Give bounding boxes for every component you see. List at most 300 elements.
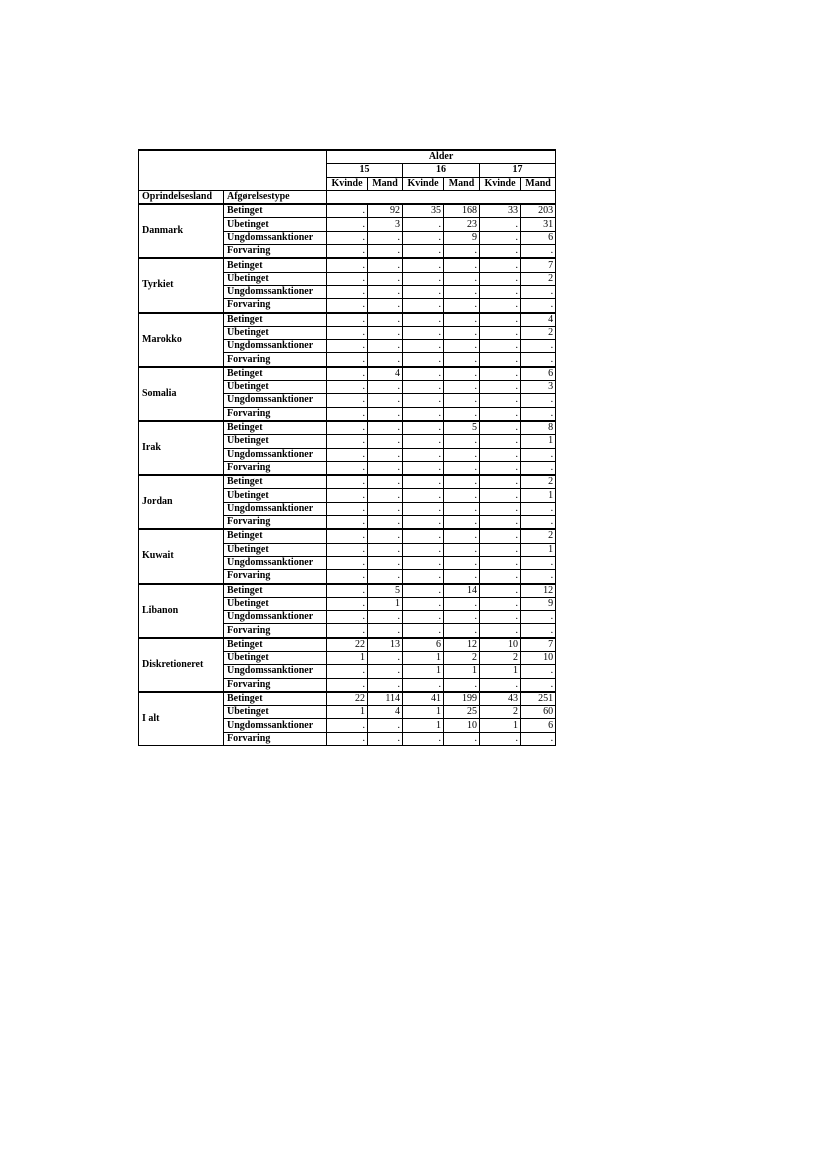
decision-type-cell: Forvaring	[224, 570, 327, 584]
value-cell: .	[521, 461, 556, 475]
value-cell: .	[480, 285, 521, 298]
value-cell: 6	[403, 638, 444, 652]
value-cell: 5	[368, 584, 403, 598]
value-cell: .	[480, 340, 521, 353]
value-cell: .	[403, 340, 444, 353]
value-cell: .	[368, 502, 403, 515]
value-cell: .	[444, 435, 480, 448]
value-cell: 1	[327, 651, 368, 664]
value-cell: .	[403, 353, 444, 367]
value-cell: .	[403, 421, 444, 435]
decision-type-cell: Ungdomssanktioner	[224, 340, 327, 353]
decision-type-cell: Betinget	[224, 529, 327, 543]
value-cell: 3	[521, 381, 556, 394]
value-cell: .	[480, 461, 521, 475]
country-cell: Kuwait	[139, 529, 224, 583]
value-cell: .	[368, 381, 403, 394]
value-cell: .	[480, 313, 521, 327]
decision-type-cell: Forvaring	[224, 516, 327, 530]
value-cell: .	[480, 732, 521, 745]
value-cell: .	[327, 245, 368, 259]
decision-type-cell: Forvaring	[224, 732, 327, 745]
decision-type-cell: Ungdomssanktioner	[224, 556, 327, 569]
value-cell: .	[403, 218, 444, 231]
value-cell: .	[368, 394, 403, 407]
value-cell: .	[444, 624, 480, 638]
header-filler-cell	[327, 190, 556, 204]
value-cell: .	[327, 611, 368, 624]
value-cell: 1	[521, 543, 556, 556]
value-cell: .	[368, 258, 403, 272]
value-cell: .	[480, 584, 521, 598]
value-cell: 2	[480, 651, 521, 664]
value-cell: 35	[403, 204, 444, 218]
value-cell: .	[327, 448, 368, 461]
value-cell: 13	[368, 638, 403, 652]
value-cell: .	[368, 231, 403, 244]
table-row	[139, 313, 556, 327]
value-cell: 12	[521, 584, 556, 598]
table-body	[139, 204, 556, 745]
value-cell: .	[403, 285, 444, 298]
value-cell: .	[480, 529, 521, 543]
value-cell: .	[327, 353, 368, 367]
value-cell: .	[444, 381, 480, 394]
decision-type-cell: Ubetinget	[224, 381, 327, 394]
type-column-header: Afgørelsestype	[224, 190, 327, 204]
decision-type-cell: Betinget	[224, 313, 327, 327]
value-cell: .	[480, 367, 521, 381]
value-cell: .	[521, 732, 556, 745]
value-cell: .	[368, 245, 403, 259]
value-cell: 1	[403, 706, 444, 719]
decision-type-cell: Betinget	[224, 258, 327, 272]
value-cell: 1	[403, 719, 444, 732]
value-cell: .	[368, 665, 403, 678]
country-cell: Libanon	[139, 584, 224, 638]
value-cell: .	[368, 651, 403, 664]
value-cell: .	[327, 299, 368, 313]
value-cell: 9	[521, 597, 556, 610]
value-cell: 25	[444, 706, 480, 719]
value-cell: .	[480, 421, 521, 435]
value-cell: 1	[368, 597, 403, 610]
value-cell: 2	[480, 706, 521, 719]
decision-type-cell: Betinget	[224, 475, 327, 489]
value-cell: .	[480, 407, 521, 421]
value-cell: .	[444, 556, 480, 569]
value-cell: 10	[444, 719, 480, 732]
value-cell: .	[444, 516, 480, 530]
value-cell: 6	[521, 719, 556, 732]
value-cell: .	[444, 353, 480, 367]
value-cell: .	[327, 461, 368, 475]
value-cell: .	[327, 218, 368, 231]
value-cell: .	[444, 475, 480, 489]
value-cell: .	[521, 570, 556, 584]
value-cell: .	[327, 570, 368, 584]
value-cell: .	[444, 597, 480, 610]
table-row	[139, 421, 556, 435]
value-cell: .	[444, 326, 480, 339]
value-cell: .	[521, 448, 556, 461]
value-cell: .	[521, 624, 556, 638]
value-cell: .	[403, 475, 444, 489]
value-cell: 60	[521, 706, 556, 719]
value-cell: .	[327, 678, 368, 692]
decision-type-cell: Ubetinget	[224, 597, 327, 610]
value-cell: .	[368, 353, 403, 367]
value-cell: .	[327, 556, 368, 569]
value-cell: .	[327, 597, 368, 610]
decision-type-cell: Ubetinget	[224, 435, 327, 448]
sex-header: Kvinde	[327, 177, 368, 190]
decision-type-cell: Ubetinget	[224, 706, 327, 719]
value-cell: .	[368, 678, 403, 692]
value-cell: .	[444, 543, 480, 556]
table-row	[139, 692, 556, 706]
value-cell: .	[327, 407, 368, 421]
value-cell: .	[480, 218, 521, 231]
decision-type-cell: Forvaring	[224, 245, 327, 259]
value-cell: 7	[521, 638, 556, 652]
value-cell: .	[444, 272, 480, 285]
value-cell: .	[403, 394, 444, 407]
decision-type-cell: Forvaring	[224, 407, 327, 421]
value-cell: .	[327, 502, 368, 515]
value-cell: .	[444, 529, 480, 543]
sex-header: Mand	[444, 177, 480, 190]
value-cell: .	[403, 231, 444, 244]
value-cell: 33	[480, 204, 521, 218]
value-cell: .	[368, 285, 403, 298]
country-column-header: Oprindelsesland	[139, 190, 224, 204]
value-cell: .	[444, 340, 480, 353]
value-cell: 1	[403, 651, 444, 664]
value-cell: 8	[521, 421, 556, 435]
value-cell: 203	[521, 204, 556, 218]
value-cell: .	[327, 435, 368, 448]
value-cell: 2	[521, 272, 556, 285]
value-cell: .	[403, 543, 444, 556]
value-cell: .	[444, 461, 480, 475]
value-cell: .	[327, 489, 368, 502]
age-header-15: 15	[327, 164, 403, 177]
value-cell: .	[368, 340, 403, 353]
value-cell: .	[444, 299, 480, 313]
value-cell: .	[368, 461, 403, 475]
value-cell: .	[480, 326, 521, 339]
value-cell: 2	[521, 475, 556, 489]
value-cell: .	[368, 719, 403, 732]
value-cell: 12	[444, 638, 480, 652]
value-cell: 1	[521, 435, 556, 448]
value-cell: 5	[444, 421, 480, 435]
value-cell: .	[327, 584, 368, 598]
value-cell: 9	[444, 231, 480, 244]
value-cell: .	[480, 231, 521, 244]
value-cell: .	[403, 597, 444, 610]
value-cell: .	[521, 678, 556, 692]
country-cell: Tyrkiet	[139, 258, 224, 312]
value-cell: .	[444, 448, 480, 461]
value-cell: .	[480, 475, 521, 489]
value-cell: .	[403, 245, 444, 259]
value-cell: .	[403, 584, 444, 598]
value-cell: 23	[444, 218, 480, 231]
value-cell: .	[327, 326, 368, 339]
sex-header: Kvinde	[480, 177, 521, 190]
value-cell: .	[327, 543, 368, 556]
value-cell: 14	[444, 584, 480, 598]
alder-header: Alder	[327, 150, 556, 164]
value-cell: .	[368, 421, 403, 435]
value-cell: 1	[521, 489, 556, 502]
value-cell: 2	[444, 651, 480, 664]
value-cell: .	[480, 435, 521, 448]
value-cell: .	[327, 381, 368, 394]
value-cell: 199	[444, 692, 480, 706]
value-cell: .	[480, 258, 521, 272]
value-cell: .	[480, 272, 521, 285]
decision-type-cell: Ubetinget	[224, 489, 327, 502]
value-cell: .	[327, 732, 368, 745]
value-cell: .	[368, 475, 403, 489]
value-cell: .	[368, 313, 403, 327]
value-cell: .	[403, 529, 444, 543]
value-cell: .	[403, 407, 444, 421]
decision-type-cell: Forvaring	[224, 678, 327, 692]
value-cell: .	[368, 543, 403, 556]
value-cell: .	[403, 732, 444, 745]
value-cell: .	[403, 258, 444, 272]
value-cell: .	[521, 407, 556, 421]
value-cell: .	[403, 516, 444, 530]
value-cell: 22	[327, 638, 368, 652]
value-cell: 41	[403, 692, 444, 706]
value-cell: .	[521, 353, 556, 367]
decision-type-cell: Ungdomssanktioner	[224, 394, 327, 407]
value-cell: .	[480, 624, 521, 638]
decision-type-cell: Betinget	[224, 584, 327, 598]
decision-type-cell: Forvaring	[224, 461, 327, 475]
table-row	[139, 638, 556, 652]
value-cell: .	[368, 556, 403, 569]
value-cell: .	[444, 502, 480, 515]
decision-type-cell: Ungdomssanktioner	[224, 231, 327, 244]
value-cell: .	[444, 258, 480, 272]
value-cell: .	[480, 394, 521, 407]
value-cell: 1	[403, 665, 444, 678]
value-cell: 1	[444, 665, 480, 678]
value-cell: .	[480, 611, 521, 624]
value-cell: .	[521, 394, 556, 407]
value-cell: .	[403, 299, 444, 313]
decision-type-cell: Ungdomssanktioner	[224, 448, 327, 461]
value-cell: .	[327, 624, 368, 638]
value-cell: .	[368, 299, 403, 313]
age-header-16: 16	[403, 164, 480, 177]
value-cell: .	[368, 732, 403, 745]
value-cell: .	[480, 245, 521, 259]
value-cell: .	[444, 313, 480, 327]
value-cell: .	[327, 719, 368, 732]
value-cell: .	[327, 204, 368, 218]
decision-type-cell: Ubetinget	[224, 543, 327, 556]
value-cell: .	[444, 285, 480, 298]
value-cell: .	[327, 529, 368, 543]
value-cell: .	[403, 678, 444, 692]
decision-type-cell: Ungdomssanktioner	[224, 665, 327, 678]
value-cell: .	[444, 394, 480, 407]
value-cell: 1	[327, 706, 368, 719]
decision-type-cell: Ungdomssanktioner	[224, 719, 327, 732]
value-cell: .	[480, 299, 521, 313]
decision-type-cell: Betinget	[224, 638, 327, 652]
value-cell: .	[368, 624, 403, 638]
value-cell: .	[521, 285, 556, 298]
value-cell: .	[403, 367, 444, 381]
value-cell: 2	[521, 326, 556, 339]
value-cell: .	[444, 245, 480, 259]
decision-type-cell: Ubetinget	[224, 651, 327, 664]
value-cell: .	[521, 516, 556, 530]
decision-type-cell: Forvaring	[224, 353, 327, 367]
value-cell: .	[368, 435, 403, 448]
value-cell: .	[521, 611, 556, 624]
decision-type-cell: Ungdomssanktioner	[224, 502, 327, 515]
decision-type-cell: Ubetinget	[224, 326, 327, 339]
value-cell: .	[368, 407, 403, 421]
table-row	[139, 204, 556, 218]
value-cell: 6	[521, 367, 556, 381]
value-cell: .	[327, 475, 368, 489]
value-cell: .	[327, 272, 368, 285]
table-row	[139, 529, 556, 543]
value-cell: .	[403, 326, 444, 339]
value-cell: .	[480, 489, 521, 502]
value-cell: 1	[480, 665, 521, 678]
sex-header: Mand	[521, 177, 556, 190]
value-cell: .	[368, 570, 403, 584]
value-cell: 10	[480, 638, 521, 652]
value-cell: .	[521, 502, 556, 515]
value-cell: .	[327, 665, 368, 678]
data-table	[138, 149, 556, 746]
value-cell: .	[403, 272, 444, 285]
value-cell: .	[480, 556, 521, 569]
value-cell: .	[444, 489, 480, 502]
country-cell: Danmark	[139, 204, 224, 258]
value-cell: .	[444, 678, 480, 692]
value-cell: .	[403, 611, 444, 624]
value-cell: .	[521, 665, 556, 678]
country-cell: Irak	[139, 421, 224, 475]
value-cell: 4	[368, 706, 403, 719]
decision-type-cell: Betinget	[224, 367, 327, 381]
decision-type-cell: Betinget	[224, 204, 327, 218]
value-cell: .	[368, 272, 403, 285]
decision-type-cell: Betinget	[224, 421, 327, 435]
value-cell: .	[444, 570, 480, 584]
value-cell: 168	[444, 204, 480, 218]
decision-type-cell: Ungdomssanktioner	[224, 611, 327, 624]
value-cell: 114	[368, 692, 403, 706]
decision-type-cell: Forvaring	[224, 299, 327, 313]
value-cell: .	[480, 516, 521, 530]
value-cell: .	[327, 394, 368, 407]
value-cell: 2	[521, 529, 556, 543]
value-cell: .	[327, 340, 368, 353]
value-cell: 1	[480, 719, 521, 732]
value-cell: 4	[368, 367, 403, 381]
value-cell: .	[403, 489, 444, 502]
country-cell: I alt	[139, 692, 224, 746]
value-cell: .	[480, 448, 521, 461]
value-cell: .	[480, 381, 521, 394]
value-cell: 3	[368, 218, 403, 231]
value-cell: .	[403, 570, 444, 584]
value-cell: .	[480, 543, 521, 556]
value-cell: .	[480, 353, 521, 367]
value-cell: .	[444, 732, 480, 745]
value-cell: .	[403, 313, 444, 327]
value-cell: .	[327, 258, 368, 272]
value-cell: .	[368, 611, 403, 624]
table-row	[139, 475, 556, 489]
value-cell: .	[403, 435, 444, 448]
value-cell: .	[521, 299, 556, 313]
header-blank-cell	[139, 150, 327, 190]
value-cell: .	[327, 285, 368, 298]
value-cell: .	[521, 340, 556, 353]
value-cell: .	[480, 570, 521, 584]
decision-type-cell: Ungdomssanktioner	[224, 285, 327, 298]
value-cell: .	[327, 516, 368, 530]
sex-header: Mand	[368, 177, 403, 190]
table-row	[139, 258, 556, 272]
value-cell: 251	[521, 692, 556, 706]
value-cell: .	[327, 421, 368, 435]
value-cell: .	[480, 678, 521, 692]
value-cell: .	[521, 245, 556, 259]
value-cell: .	[368, 489, 403, 502]
country-cell: Jordan	[139, 475, 224, 529]
value-cell: .	[403, 624, 444, 638]
value-cell: 7	[521, 258, 556, 272]
value-cell: 22	[327, 692, 368, 706]
value-cell: 31	[521, 218, 556, 231]
decision-type-cell: Forvaring	[224, 624, 327, 638]
value-cell: .	[521, 556, 556, 569]
decision-type-cell: Ubetinget	[224, 272, 327, 285]
value-cell: 6	[521, 231, 556, 244]
value-cell: 92	[368, 204, 403, 218]
value-cell: .	[403, 381, 444, 394]
decision-type-cell: Betinget	[224, 692, 327, 706]
value-cell: 10	[521, 651, 556, 664]
value-cell: .	[327, 313, 368, 327]
country-cell: Somalia	[139, 367, 224, 421]
value-cell: 4	[521, 313, 556, 327]
value-cell: .	[403, 461, 444, 475]
country-cell: Diskretioneret	[139, 638, 224, 692]
value-cell: .	[480, 597, 521, 610]
age-header-17: 17	[480, 164, 556, 177]
value-cell: .	[327, 231, 368, 244]
value-cell: .	[368, 448, 403, 461]
sex-header: Kvinde	[403, 177, 444, 190]
